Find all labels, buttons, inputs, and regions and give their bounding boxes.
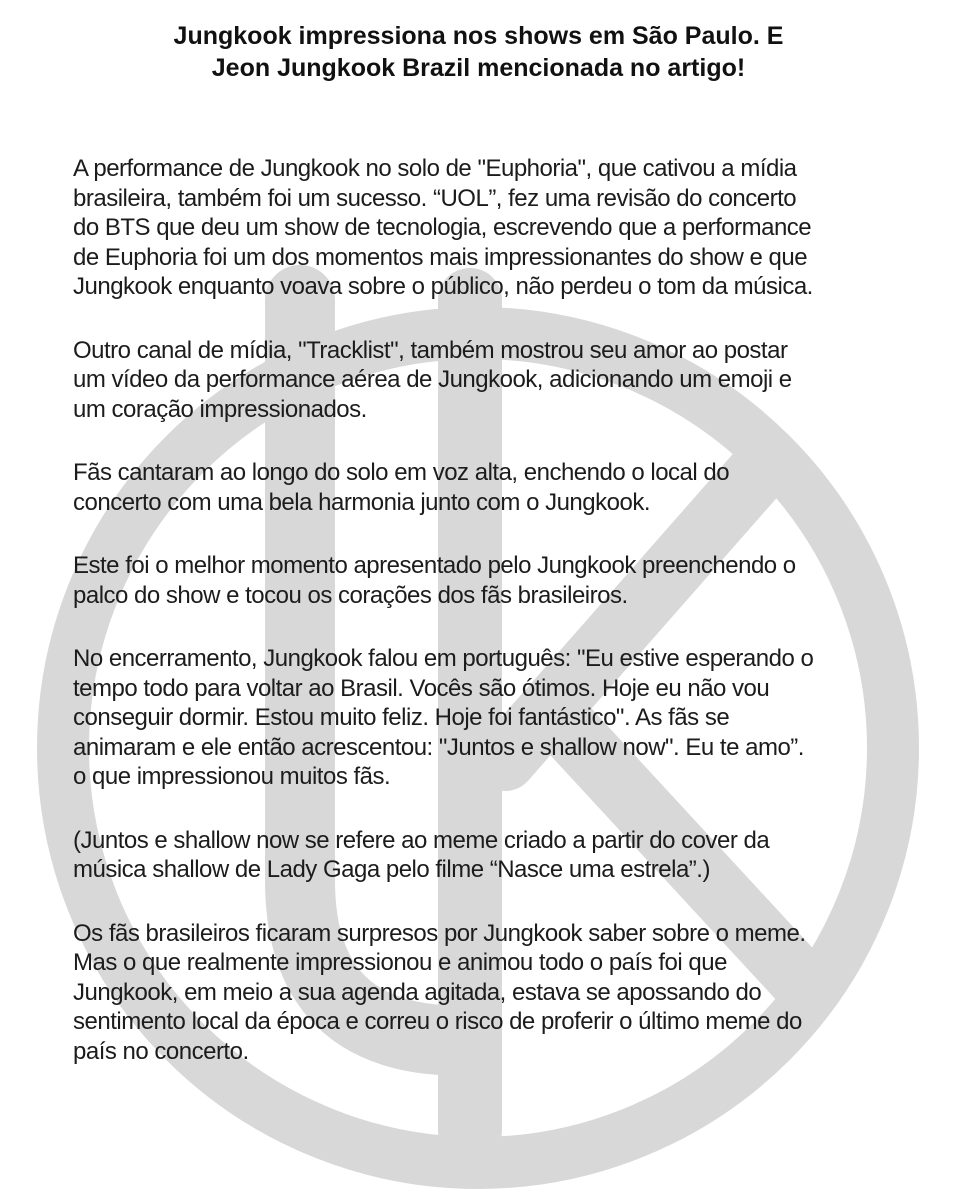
text-line: o que impressionou muitos fãs. <box>73 763 391 790</box>
text-line: Mas o que realmente impressionou e animou todo o país foi que <box>73 949 727 976</box>
text-line: concerto com uma bela harmonia junto com o Jungkook. <box>73 488 650 516</box>
text-line: de Euphoria foi um dos momentos mais impressionantes do show e que <box>73 243 808 271</box>
text-line: A performance de Jungkook no solo de "Euphoria", que cativou a mídia <box>73 155 797 182</box>
text-line: No encerramento, Jungkook falou em português: "Eu estive esperando o <box>73 645 814 672</box>
text-line: Os fãs brasileiros ficaram surpresos por Jungkook saber sobre o meme. <box>73 919 806 947</box>
title-line: Jeon Jungkook Brazil mencionada no artigo! <box>211 54 746 82</box>
article-body <box>73 154 883 1100</box>
paragraph <box>73 826 883 885</box>
paragraph <box>73 458 883 517</box>
paragraph <box>73 644 883 792</box>
text-line: brasileira, também foi um sucesso. “UOL”, fez uma revisão do concerto <box>73 184 797 212</box>
text-line: palco do show e tocou os corações dos fãs brasileiros. <box>73 581 628 609</box>
text-line: um coração impressionados. <box>73 395 367 423</box>
text-line: um vídeo da performance aérea de Jungkook, adicionando um emoji e <box>73 366 792 393</box>
text-line: música shallow de Lady Gaga pelo filme “Nasce uma estrela”.) <box>73 856 710 883</box>
text-line: Outro canal de mídia, "Tracklist", também mostrou seu amor ao postar <box>73 336 788 364</box>
text-line: sentimento local da época e correu o risco de proferir o último meme do <box>73 1008 802 1035</box>
text-line: Fãs cantaram ao longo do solo em voz alta, enchendo o local do <box>73 459 730 486</box>
title-line: Jungkook impressiona nos shows em São Paulo. E <box>173 22 784 50</box>
paragraph <box>73 919 883 1067</box>
text-line: Este foi o melhor momento apresentado pelo Jungkook preenchendo o <box>73 552 796 579</box>
text-line: país no concerto. <box>73 1037 249 1065</box>
paragraph <box>73 336 883 425</box>
text-line: tempo todo para voltar ao Brasil. Vocês são ótimos. Hoje eu não vou <box>73 674 770 702</box>
text-line: (Juntos e shallow now se refere ao meme criado a partir do cover da <box>73 826 770 854</box>
text-line: Jungkook, em meio a sua agenda agitada, estava se apossando do <box>73 978 762 1006</box>
paragraph <box>73 551 883 610</box>
text-line: conseguir dormir. Estou muito feliz. Hoje foi fantástico". As fãs se <box>73 704 730 731</box>
paragraph <box>73 154 883 302</box>
text-line: Jungkook enquanto voava sobre o público, não perdeu o tom da música. <box>73 273 813 300</box>
page-title <box>0 20 957 84</box>
text-line: do BTS que deu um show de tecnologia, escrevendo que a performance <box>73 214 812 241</box>
text-line: animaram e ele então acrescentou: "Juntos e shallow now". Eu te amo”. <box>73 733 804 761</box>
